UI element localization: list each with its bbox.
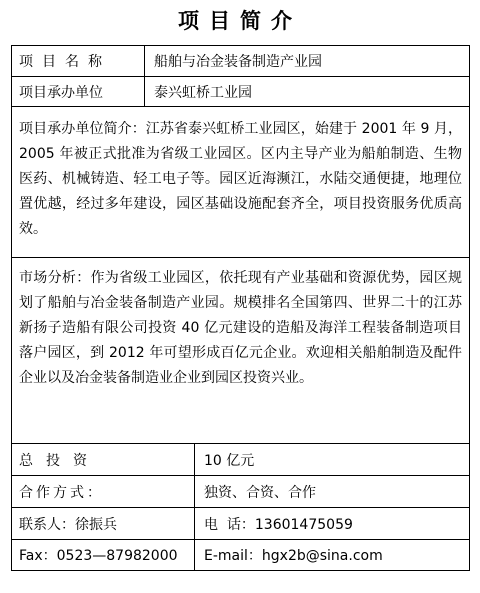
project-name-value: 船舶与冶金装备制造产业园	[154, 54, 322, 70]
cooperation-value: 独资、合资、合作	[204, 484, 316, 501]
contact-person: 联系人：徐振兵	[12, 508, 195, 539]
email-address: E-mail：hgx2b@sina.com	[204, 548, 383, 564]
total-investment-label: 总投资	[12, 444, 195, 475]
cooperation-label: 合作方式：	[12, 476, 195, 507]
market-analysis-text: 市场分析：作为省级工业园区，依托现有产业基础和资源优势，园区规划了船舶与冶金装备制造产业园。规模排名全国第四、世界二十的江苏新扬子造船有限公司投资 40 亿元建设的造船及海洋工程装备制造项目落户园区，到 2012 年可望形成百亿元企业。欢迎相关船舶制造及配件企业以及冶金装备制造业企业到园区投资兴业。	[19, 270, 462, 386]
cooperation-row	[12, 476, 469, 508]
fax-email-row	[12, 540, 469, 570]
undertaking-unit-label: 项目承办单位	[12, 77, 145, 106]
project-name-label: 项目名称	[12, 46, 145, 76]
total-investment-row	[12, 444, 469, 476]
contact-row	[12, 508, 469, 540]
undertaking-unit-row	[12, 77, 469, 107]
page-title: 项目简介	[178, 8, 302, 33]
project-name-row	[12, 46, 469, 77]
total-investment-value: 10 亿元	[204, 452, 255, 469]
project-table	[11, 45, 470, 571]
unit-intro-row	[12, 107, 469, 258]
fax-number: Fax：0523—87982000	[12, 540, 195, 570]
unit-intro-text: 项目承办单位简介：江苏省泰兴虹桥工业园区，始建于 2001 年 9 月，2005 年被正式批准为省级工业园区。区内主导产业为船舶制造、生物医药、机械铸造、轻工电子等。园区近海濒江，水陆交通便捷，地理位置优越，经过多年建设，园区基础设施配套齐全，项目投资服务优质高效。	[19, 121, 462, 237]
contact-phone: 电 话：13601475059	[204, 516, 353, 533]
market-analysis-row	[12, 258, 469, 444]
undertaking-unit-value: 泰兴虹桥工业园	[154, 84, 252, 101]
